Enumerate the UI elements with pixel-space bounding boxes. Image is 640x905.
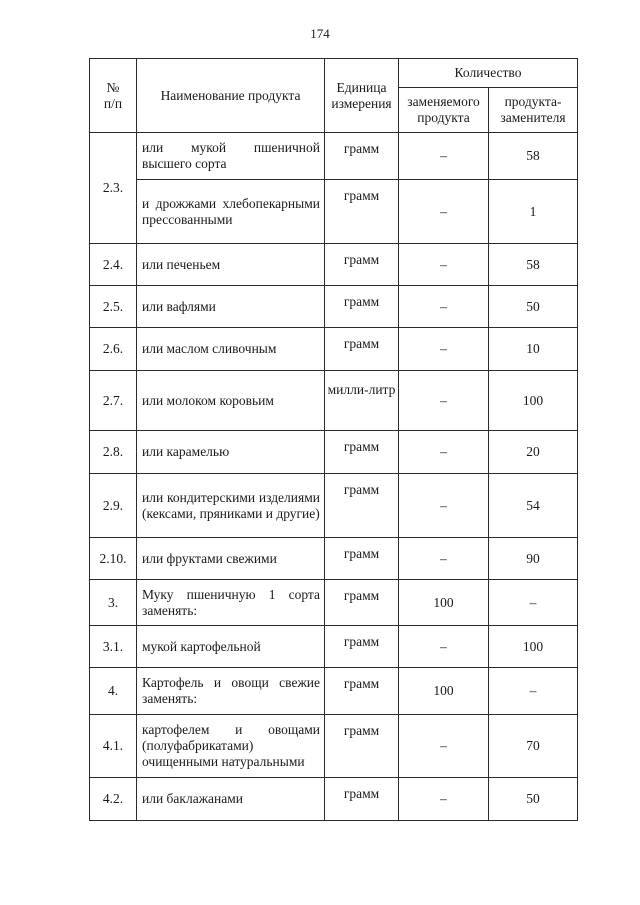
row-unit: грамм [325,431,399,474]
header-unit: Единица измерения [325,59,399,133]
row-substitute-qty: 70 [489,715,578,778]
row-substitute-qty: 50 [489,286,578,328]
row-number: 3. [90,580,137,626]
row-substitute-qty: 20 [489,431,578,474]
row-product-name: или баклажанами [137,778,325,821]
table-row [90,133,578,180]
row-number: 4.1. [90,715,137,778]
row-unit: грамм [325,580,399,626]
table-row [90,371,578,431]
row-product-name: и дрожжами хлебопекарными прессованными [137,180,325,244]
table-row [90,431,578,474]
table-header-row [90,59,578,88]
row-replaced-qty: – [399,538,489,580]
row-product-name: или фруктами свежими [137,538,325,580]
header-number: № п/п [90,59,137,133]
row-substitute-qty: 1 [489,180,578,244]
table-row [90,778,578,821]
table-row [90,580,578,626]
row-unit: милли-литр [325,371,399,431]
row-number: 4.2. [90,778,137,821]
row-replaced-qty: – [399,371,489,431]
row-product-name: или мукой пшеничной высшего сорта [137,133,325,180]
row-unit: грамм [325,180,399,244]
row-substitute-qty: – [489,580,578,626]
row-number: 2.4. [90,244,137,286]
row-unit: грамм [325,778,399,821]
row-number: 2.3. [90,133,137,244]
row-replaced-qty: 100 [399,668,489,715]
row-unit: грамм [325,244,399,286]
row-product-name: или маслом сливочным [137,328,325,371]
row-replaced-qty: – [399,286,489,328]
table-row [90,244,578,286]
table-row [90,474,578,538]
row-unit: грамм [325,668,399,715]
row-number: 2.9. [90,474,137,538]
row-unit: грамм [325,286,399,328]
row-replaced-qty: – [399,715,489,778]
row-product-name: или печеньем [137,244,325,286]
row-replaced-qty: 100 [399,580,489,626]
row-unit: грамм [325,328,399,371]
row-unit: грамм [325,133,399,180]
row-substitute-qty: 50 [489,778,578,821]
row-replaced-qty: – [399,328,489,371]
table-row [90,328,578,371]
row-replaced-qty: – [399,626,489,668]
row-replaced-qty: – [399,431,489,474]
row-product-name: мукой картофельной [137,626,325,668]
row-number: 2.6. [90,328,137,371]
row-substitute-qty: 54 [489,474,578,538]
row-substitute-qty: 58 [489,244,578,286]
table-row [90,668,578,715]
row-substitute-qty: 100 [489,626,578,668]
row-unit: грамм [325,538,399,580]
table-row [90,626,578,668]
row-number: 2.5. [90,286,137,328]
header-quantity: Количество [399,59,578,88]
row-replaced-qty: – [399,778,489,821]
header-product-name: Наименование продукта [137,59,325,133]
row-substitute-qty: 10 [489,328,578,371]
row-replaced-qty: – [399,474,489,538]
row-substitute-qty: 58 [489,133,578,180]
row-number: 2.10. [90,538,137,580]
row-substitute-qty: 90 [489,538,578,580]
row-unit: грамм [325,715,399,778]
row-product-name: картофелем и овощами (полуфабрикатами) очищенными натуральными [137,715,325,778]
header-replaced-product: заменяемого продукта [399,88,489,133]
row-number: 3.1. [90,626,137,668]
row-number: 2.7. [90,371,137,431]
row-replaced-qty: – [399,180,489,244]
table-row [90,180,578,244]
row-product-name: Картофель и овощи свежие заменять: [137,668,325,715]
row-unit: грамм [325,626,399,668]
row-replaced-qty: – [399,244,489,286]
row-number: 4. [90,668,137,715]
row-product-name: Муку пшеничную 1 сорта заменять: [137,580,325,626]
row-product-name: или молоком коровьим [137,371,325,431]
page-number: 174 [310,26,330,41]
row-product-name: или вафлями [137,286,325,328]
row-replaced-qty: – [399,133,489,180]
row-unit: грамм [325,474,399,538]
table-row [90,715,578,778]
row-substitute-qty: – [489,668,578,715]
row-substitute-qty: 100 [489,371,578,431]
header-substitute-product: продукта-заменителя [489,88,578,133]
row-product-name: или кондитерскими изделиями (кексами, пряниками и другие) [137,474,325,538]
row-product-name: или карамелью [137,431,325,474]
row-number: 2.8. [90,431,137,474]
product-substitution-table [89,58,578,821]
table-row [90,538,578,580]
table-row [90,286,578,328]
